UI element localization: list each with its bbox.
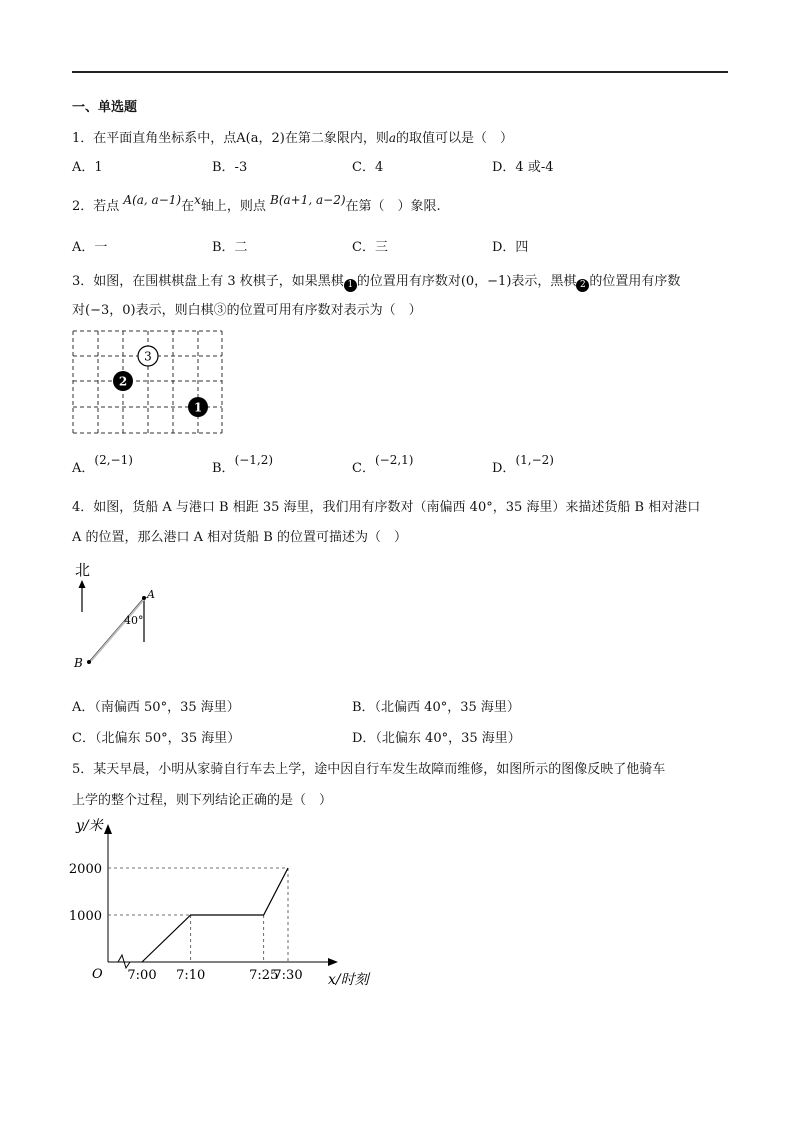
svg-text:北: 北 [75, 561, 91, 579]
q4-option-c[interactable]: C．（北偏东 50°，35 海里） [72, 731, 241, 746]
black-stone-2-icon: 2 [576, 279, 589, 292]
black-stone-1 [188, 397, 208, 417]
header-rule [72, 71, 728, 73]
x-tick-label-7:30: 7:30 [273, 968, 303, 983]
bearing-figure [70, 560, 170, 672]
q4-option-d[interactable]: D．（北偏东 40°，35 海里） [352, 731, 521, 746]
svg-text:A: A [147, 588, 155, 601]
north-arrow-icon [79, 580, 86, 588]
go-board-figure [72, 330, 224, 435]
q3-option-d[interactable]: D．(1,−2) [492, 453, 554, 476]
q3-option-c[interactable]: C．(−2,1) [352, 453, 414, 476]
q1-option-b[interactable]: B．-3 [212, 160, 248, 175]
svg-text:2: 2 [118, 374, 128, 389]
q3-option-b[interactable]: B．(−1,2) [212, 453, 274, 476]
y-axis-label: y/米 [76, 818, 103, 834]
travel-graph [60, 812, 380, 1002]
q5-stem-line2: 上学的整个过程，则下列结论正确的是（ ） [72, 793, 333, 808]
svg-text:40°: 40° [124, 614, 144, 627]
origin-label: O [92, 967, 103, 982]
q3-stem-line1: 3．如图，在围棋棋盘上有 3 枚棋子，如果黑棋 1 的位置用有序数对(0，−1)表示，黑棋 2 的位置用有序数 [72, 274, 681, 290]
q3-stem-line2: 对(−3，0)表示，则白棋③的位置可用有序数对表示为（ ） [72, 303, 422, 318]
x-axis-arrow-icon [328, 958, 338, 966]
x-axis-label: x/时刻 [328, 972, 369, 988]
svg-text:B: B [74, 656, 83, 670]
q4-option-b[interactable]: B．（北偏西 40°，35 海里） [352, 700, 520, 715]
x-tick-label-7:00: 7:00 [127, 968, 157, 983]
y-tick-label-2000: 2000 [68, 862, 102, 877]
q4-option-a[interactable]: A．（南偏西 50°，35 海里） [72, 700, 240, 715]
black-stone-1-icon: 1 [344, 279, 357, 292]
q1-option-a[interactable]: A．1 [72, 160, 103, 175]
x-tick-label-7:10: 7:10 [176, 968, 206, 983]
q2-option-c[interactable]: C．三 [352, 240, 388, 255]
q2-option-a[interactable]: A．一 [72, 240, 108, 255]
section-title: 一、单选题 [72, 100, 138, 115]
q1-option-d[interactable]: D．4 或-4 [492, 160, 554, 175]
q2-option-b[interactable]: B．二 [212, 240, 248, 255]
svg-text:3: 3 [144, 349, 152, 364]
q4-stem-line1: 4．如图，货船 A 与港口 B 相距 35 海里，我们用有序数对（南偏西 40°，35 海里）来描述货船 B 相对港口 [72, 500, 701, 515]
black-stone-2 [113, 371, 133, 391]
q3-option-a[interactable]: A．(2,−1) [72, 453, 133, 476]
y-tick-label-1000: 1000 [68, 909, 102, 924]
q2-option-d[interactable]: D．四 [492, 240, 529, 255]
q4-stem-line2: A 的位置，那么港口 A 相对货船 B 的位置可描述为（ ） [72, 530, 407, 545]
svg-text:1: 1 [193, 400, 203, 415]
white-stone-3 [138, 346, 158, 366]
q1-stem: 1．在平面直角坐标系中，点A(a，2)在第二象限内，则a的取值可以是（ ） [72, 131, 514, 146]
y-axis-arrow-icon [104, 824, 112, 834]
q2-stem: 2．若点 A(a, a−1)在x轴上，则点 B(a+1, a−2)在第（ ）象限. [72, 193, 441, 214]
x-tick-label-7:25: 7:25 [249, 968, 279, 983]
q5-stem-line1: 5．某天早晨，小明从家骑自行车去上学，途中因自行车发生故障而维修，如图所示的图像反映了他骑车 [72, 762, 666, 777]
q1-option-c[interactable]: C．4 [352, 160, 384, 175]
